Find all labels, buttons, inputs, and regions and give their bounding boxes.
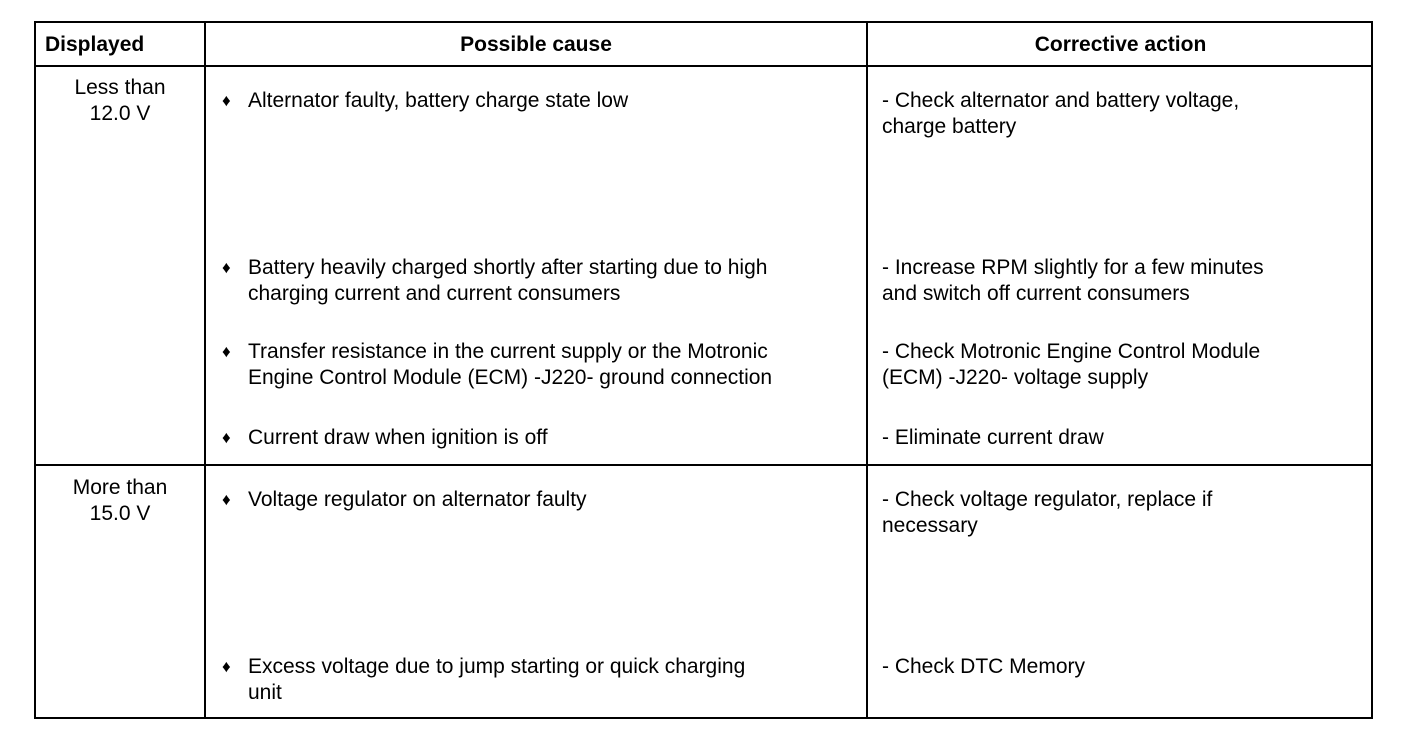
cause-text: Voltage regulator on alternator faulty — [248, 488, 587, 511]
action-text: - Eliminate current draw — [882, 426, 1104, 449]
displayed-value-high: More than 15.0 V — [72, 476, 168, 525]
cause-item — [222, 654, 862, 706]
cause-text: Battery heavily charged shortly after starting due to high charging current and current consumers — [248, 256, 768, 305]
cause-text: Excess voltage due to jump starting or quick charging unit — [248, 655, 746, 704]
diamond-bullet-icon: ♦ — [222, 428, 231, 447]
displayed-value-low: Less than 12.0 V — [74, 76, 166, 125]
header-corrective-action: Corrective action — [1034, 33, 1207, 56]
action-text: - Increase RPM slightly for a few minutes and switch off current consumers — [882, 256, 1264, 305]
diamond-bullet-icon: ♦ — [222, 342, 231, 361]
cause-item — [222, 255, 862, 307]
action-text: - Check DTC Memory — [882, 655, 1086, 678]
action-text: - Check voltage regulator, replace if necessary — [882, 488, 1213, 537]
cause-item — [222, 88, 862, 114]
diagnosis-table — [34, 21, 1373, 719]
row-divider — [36, 464, 1371, 466]
column-divider — [866, 23, 868, 717]
diamond-bullet-icon: ♦ — [222, 258, 231, 277]
header-possible-cause: Possible cause — [460, 33, 612, 56]
cause-text: Alternator faulty, battery charge state low — [248, 89, 629, 112]
diamond-bullet-icon: ♦ — [222, 91, 231, 110]
action-text: - Check alternator and battery voltage, charge battery — [882, 89, 1240, 138]
cause-item — [222, 339, 862, 391]
diamond-bullet-icon: ♦ — [222, 657, 231, 676]
column-divider — [204, 23, 206, 717]
cause-text: Current draw when ignition is off — [248, 426, 548, 449]
header-displayed: Displayed — [45, 33, 145, 56]
cause-item — [222, 425, 862, 451]
diamond-bullet-icon: ♦ — [222, 490, 231, 509]
action-text: - Check Motronic Engine Control Module (ECM) -J220- voltage supply — [882, 340, 1261, 389]
cause-text: Transfer resistance in the current supply or the Motronic Engine Control Module (ECM) -J220- ground connection — [248, 340, 773, 389]
cause-item — [222, 487, 862, 513]
